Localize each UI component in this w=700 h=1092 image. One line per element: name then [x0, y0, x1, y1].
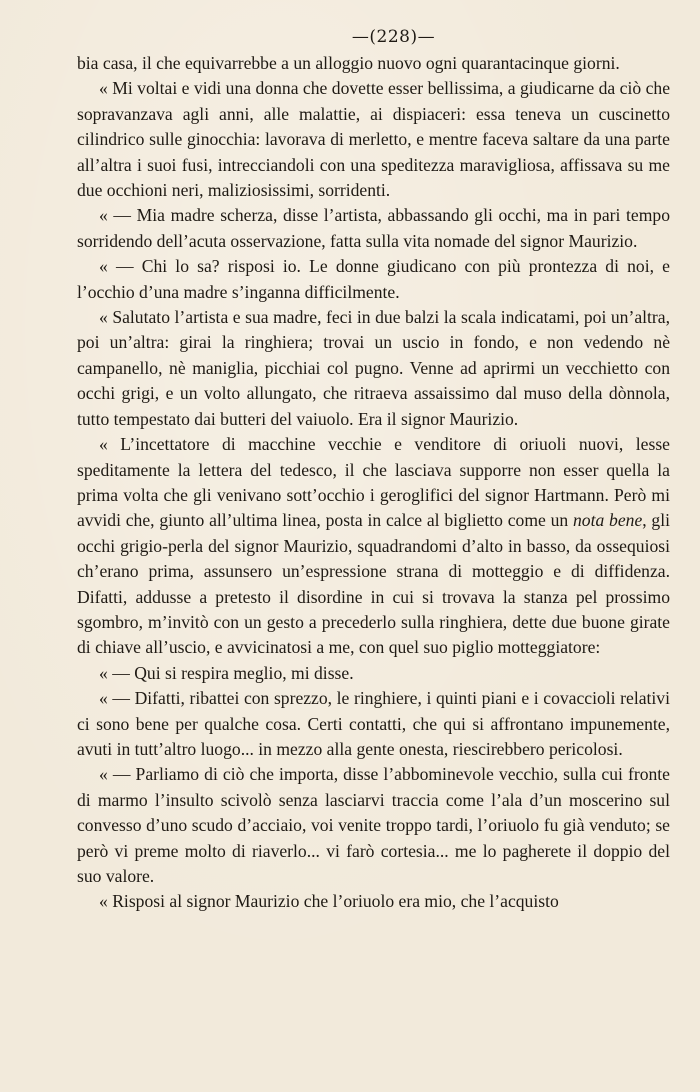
body-text	[77, 51, 670, 915]
paragraph: « — Parliamo di ciò che importa, disse l’abbominevole vecchio, sulla cui fronte di marmo l’insulto scivolò senza lasciarvi traccia come l’ala d’un moscerino sul convesso d’uno scudo d’acciaio, voi venite troppo tardi, l’oriuolo fu già venduto; se però vi preme molto di riaverlo... vi farò cortesia... me lo pagherete il doppio del suo valore.	[77, 764, 670, 886]
paragraph: « Risposi al signor Maurizio che l’oriuolo era mio, che l’acquisto	[99, 891, 559, 912]
paragraph: « Salutato l’artista e sua madre, feci in due balzi la scala indicatami, poi un’altra, poi un’altra: girai la ringhiera; trovai un uscio in fondo, e non vedendo nè campanello, nè maniglia, picchiai col pugno. Venne ad aprirmi un vecchietto con occhi grigi, e un volto allungato, che ritraeva assaissimo dal muso della dònnola, tutto tempestato dai butteri del vaiuolo. Era il signor Maurizio.	[77, 307, 670, 429]
page-number-header: —(228)—	[351, 27, 436, 47]
paragraph-text: « L’incettatore di macchine vecchie e venditore di oriuoli nuovi, lesse speditamente la lettera del tedesco, il che lasciava supporre non esser quella la prima volta che gli venivano sott’occhio i geroglifici del signor Hartmann. Però mi avvidi che, giunto all’ultima linea, posta in calce al biglietto come un	[77, 434, 670, 531]
paragraph	[77, 432, 670, 661]
paragraph-text: , gli occhi grigio-perla del signor Maurizio, squadrandomi d’alto in basso, da ossequiosi ch’erano prima, assunsero un’espressione strana di motteggio e di diffidenza. Difatti, addusse a pretesto il disordine in cui si trovava la stanza pel prossimo sgombro, m’invitò con un gesto a precederlo sulla ringhiera, dette due buone girate di chiave all’uscio, e avvicinatosi a me, con quel suo piglio motteggiatore:	[77, 510, 671, 658]
paragraph: « — Qui si respira meglio, mi disse.	[99, 662, 354, 683]
paragraph: « — Mia madre scherza, disse l’artista, abbassando gli occhi, ma in pari tempo sorridendo dell’acuta osservazione, fatta sulla vita nomade del signor Maurizio.	[77, 205, 670, 251]
paragraph: « Mi voltai e vidi una donna che dovette esser bellissima, a giudicarne da ciò che sopravanzava agli anni, alle malattie, ai dispiaceri: essa teneva un cuscinetto cilindrico sulle ginocchia: lavorava di merletto, e mentre faceva saltare da una parte all’altra i suoi fusi, intrecciandoli con una speditezza maravigliosa, affissava su me due occhioni neri, maliziosissimi, sorridenti.	[77, 78, 670, 201]
paragraph: bia casa, il che equivarrebbe a un alloggio nuovo ogni quarantacinque giorni.	[77, 53, 620, 73]
paragraph: « — Difatti, ribattei con sprezzo, le ringhiere, i quinti piani e i covaccioli relativi ci sono bene per qualche cosa. Certi contatti, che qui si affrontano impunemente, avuti in tutt’altro luogo... in mezzo alla gente onesta, riescirebbero pericolosi.	[77, 688, 670, 759]
italic-phrase: nota bene	[573, 510, 643, 531]
paragraph: « — Chi lo sa? risposi io. Le donne giudicano con più prontezza di noi, e l’occhio d’una madre s’inganna difficilmente.	[77, 256, 670, 302]
